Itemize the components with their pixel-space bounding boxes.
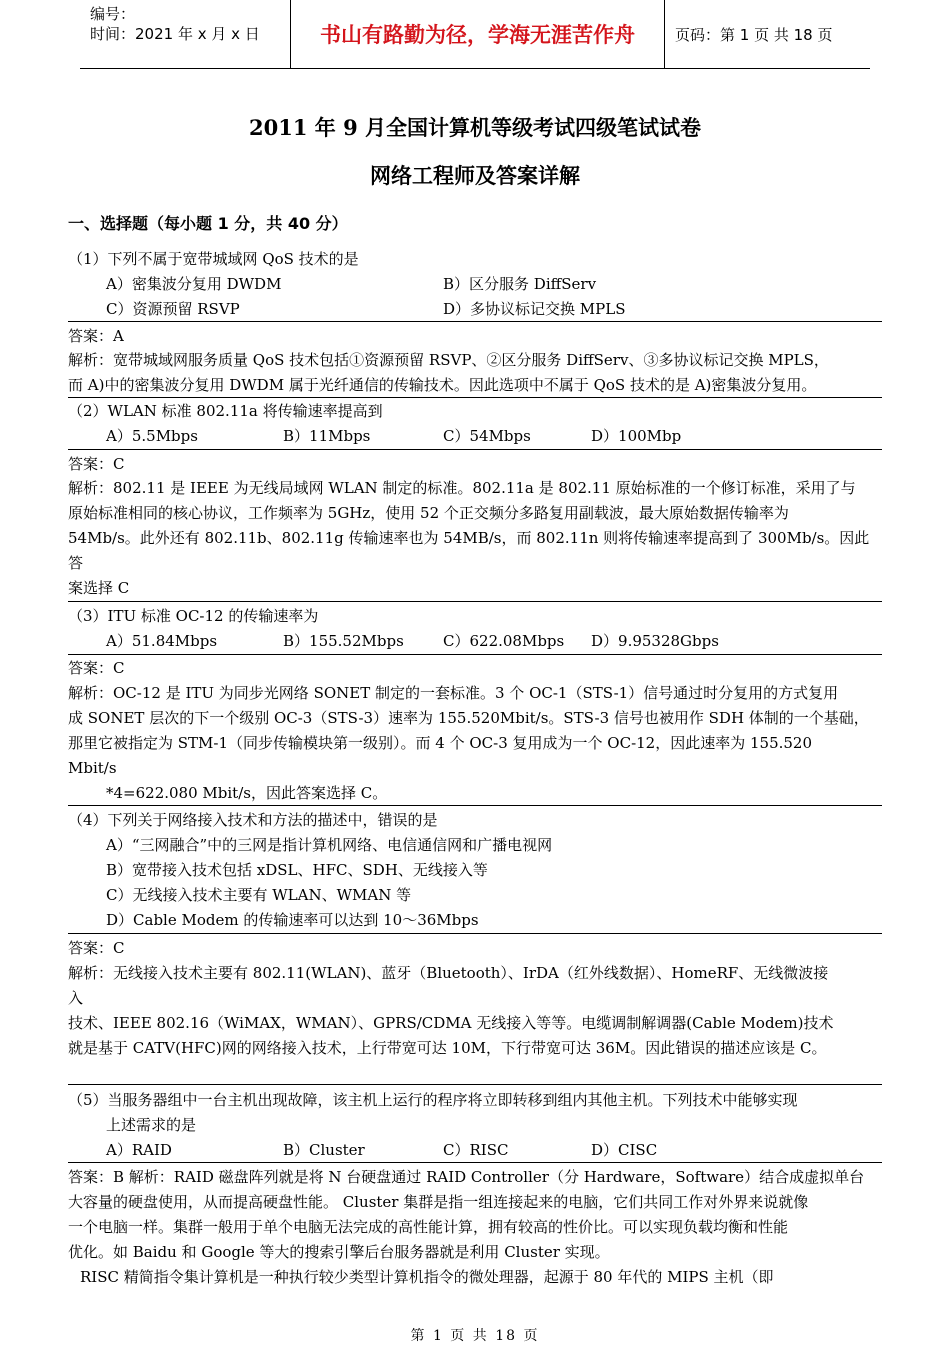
q3-explanation-4: Mbit/s bbox=[68, 759, 117, 777]
q5-explanation-2: 大容量的硬盘使用，从而提高硬盘性能。 Cluster 集群是指一组连接起来的电脑，它们共同工作对外界来说就像 bbox=[68, 1193, 809, 1211]
q2-option-c: C）54Mbps bbox=[443, 427, 531, 445]
divider bbox=[68, 933, 882, 934]
q4-explanation-3: 技术、IEEE 802.16（WiMAX，WMAN）、GPRS/CDMA 无线接入等等。电缆调制解调器(Cable Modem)技术 bbox=[68, 1014, 834, 1032]
divider bbox=[68, 601, 882, 602]
q2-stem: （2）WLAN 标准 802.11a 将传输速率提高到 bbox=[68, 402, 383, 420]
q2-option-b: B）11Mbps bbox=[283, 427, 371, 445]
q5-stem-2: 上述需求的是 bbox=[106, 1116, 197, 1134]
q3-option-b: B）155.52Mbps bbox=[283, 632, 404, 650]
q1-explanation-2: 而 A)中的密集波分复用 DWDM 属于光纤通信的传输技术。因此选项中不属于 QoS 技术的是 A)密集波分复用。 bbox=[68, 376, 817, 394]
q1-explanation-1: 解析：宽带城域网服务质量 QoS 技术包括①资源预留 RSVP、②区分服务 DiffServ、③多协议标记交换 MPLS， bbox=[68, 351, 829, 369]
q3-explanation-3: 那里它被指定为 STM-1（同步传输模块第一级别）。而 4 个 OC-3 复用成为一个 OC-12，因此速率为 155.520 bbox=[68, 734, 813, 752]
divider bbox=[68, 321, 882, 322]
q5-explanation-5: RISC 精简指令集计算机是一种执行较少类型计算机指令的微处理器，起源于 80 年代的 MIPS 主机（即 bbox=[80, 1268, 774, 1286]
section-heading: 一、选择题（每小题 1 分，共 40 分） bbox=[68, 214, 348, 233]
q5-explanation-3: 一个电脑一样。集群一般用于单个电脑无法完成的高性能计算，拥有较高的性价比。可以实现负载均衡和性能 bbox=[68, 1218, 789, 1236]
q2-option-a: A）5.5Mbps bbox=[106, 427, 198, 445]
q4-answer: 答案：C bbox=[68, 939, 125, 957]
q3-explanation-5: *4=622.080 Mbit/s，因此答案选择 C。 bbox=[106, 784, 388, 802]
q3-option-d: D）9.95328Gbps bbox=[591, 632, 719, 650]
date-label: 时间：2021 年 x 月 x 日 bbox=[90, 25, 260, 43]
q1-option-a: A）密集波分复用 DWDM bbox=[106, 275, 282, 293]
divider bbox=[68, 805, 882, 806]
q5-option-a: A）RAID bbox=[106, 1141, 172, 1159]
q5-option-b: B）Cluster bbox=[283, 1141, 365, 1159]
q1-answer: 答案：A bbox=[68, 327, 124, 345]
q1-option-b: B）区分服务 DiffServ bbox=[443, 275, 597, 293]
q2-explanation-3: 54Mb/s。此外还有 802.11b、802.11g 传输速率也为 54MB/s，而 802.11n 则将传输速率提高到了 300Mb/s。因此 bbox=[68, 529, 870, 547]
number-label: 编号： bbox=[90, 5, 136, 23]
q5-stem-1: （5）当服务器组中一台主机出现故障，该主机上运行的程序将立即转移到组内其他主机。下列技术中能够实现 bbox=[68, 1091, 798, 1109]
divider bbox=[68, 654, 882, 655]
q2-explanation-1: 解析：802.11 是 IEEE 为无线局域网 WLAN 制定的标准。802.11a 是 802.11 原始标准的一个修订标准，采用了与 bbox=[68, 479, 856, 497]
page-footer: 第 1 页 共 18 页 bbox=[410, 1328, 540, 1344]
doc-title-line2: 网络工程师及答案详解 bbox=[370, 163, 580, 188]
divider bbox=[68, 1162, 882, 1163]
header-meta bbox=[80, 0, 291, 68]
q1-stem: （1）下列不属于宽带城域网 QoS 技术的是 bbox=[68, 250, 359, 268]
q3-option-c: C）622.08Mbps bbox=[443, 632, 565, 650]
q1-option-d: D）多协议标记交换 MPLS bbox=[443, 300, 626, 318]
q5-explanation-4: 优化。如 Baidu 和 Google 等大的搜索引擎后台服务器就是利用 Cluster 实现。 bbox=[68, 1243, 610, 1261]
page-header bbox=[80, 0, 870, 69]
q4-explanation-2: 入 bbox=[68, 989, 84, 1007]
divider bbox=[68, 449, 882, 450]
q2-explanation-5: 案选择 C bbox=[68, 579, 130, 597]
doc-title-line1: 2011 年 9 月全国计算机等级考试四级笔试试卷 bbox=[249, 115, 701, 140]
q4-explanation-1: 解析：无线接入技术主要有 802.11(WLAN)、蓝牙（Bluetooth）、IrDA（红外线数据）、HomeRF、无线微波接 bbox=[68, 964, 829, 982]
divider bbox=[68, 397, 882, 398]
q4-option-c: C）无线接入技术主要有 WLAN、WMAN 等 bbox=[106, 886, 412, 904]
q2-option-d: D）100Mbp bbox=[591, 427, 682, 445]
q3-option-a: A）51.84Mbps bbox=[106, 632, 218, 650]
divider bbox=[68, 1084, 882, 1085]
q5-explanation-1: 答案：B 解析：RAID 磁盘阵列就是将 N 台硬盘通过 RAID Controller（分 Hardware，Software）结合成虚拟单台 bbox=[68, 1168, 865, 1186]
q4-option-a: A）“三网融合”中的三网是指计算机网络、电信通信网和广播电视网 bbox=[106, 836, 553, 854]
header-motto: 书山有路勤为径，学海无涯苦作舟 bbox=[291, 0, 665, 68]
q1-option-c: C）资源预留 RSVP bbox=[106, 300, 240, 318]
q4-option-b: B）宽带接入技术包括 xDSL、HFC、SDH、无线接入等 bbox=[106, 861, 488, 879]
q4-explanation-4: 就是基于 CATV(HFC)网的网络接入技术，上行带宽可达 10M，下行带宽可达 36M。因此错误的描述应该是 C。 bbox=[68, 1039, 827, 1057]
header-page-info: 页码：第 1 页 共 18 页 bbox=[675, 25, 833, 44]
q3-explanation-2: 成 SONET 层次的下一个级别 OC-3（STS-3）速率为 155.520Mbit/s。STS-3 信号也被用作 SDH 体制的一个基础， bbox=[68, 709, 869, 727]
q5-option-d: D）CISC bbox=[591, 1141, 658, 1159]
q4-option-d: D）Cable Modem 的传输速率可以达到 10～36Mbps bbox=[106, 911, 479, 929]
q3-stem: （3）ITU 标准 OC-12 的传输速率为 bbox=[68, 607, 319, 625]
q2-answer: 答案：C bbox=[68, 455, 125, 473]
q4-stem: （4）下列关于网络接入技术和方法的描述中，错误的是 bbox=[68, 811, 438, 829]
q2-explanation-2: 原始标准相同的核心协议，工作频率为 5GHz，使用 52 个正交频分多路复用副载波，最大原始数据传输率为 bbox=[68, 504, 789, 522]
q5-option-c: C）RISC bbox=[443, 1141, 509, 1159]
q3-explanation-1: 解析：OC-12 是 ITU 为同步光网络 SONET 制定的一套标准。3 个 OC-1（STS-1）信号通过时分复用的方式复用 bbox=[68, 684, 839, 702]
q3-answer: 答案：C bbox=[68, 659, 125, 677]
q2-explanation-4: 答 bbox=[68, 554, 84, 572]
